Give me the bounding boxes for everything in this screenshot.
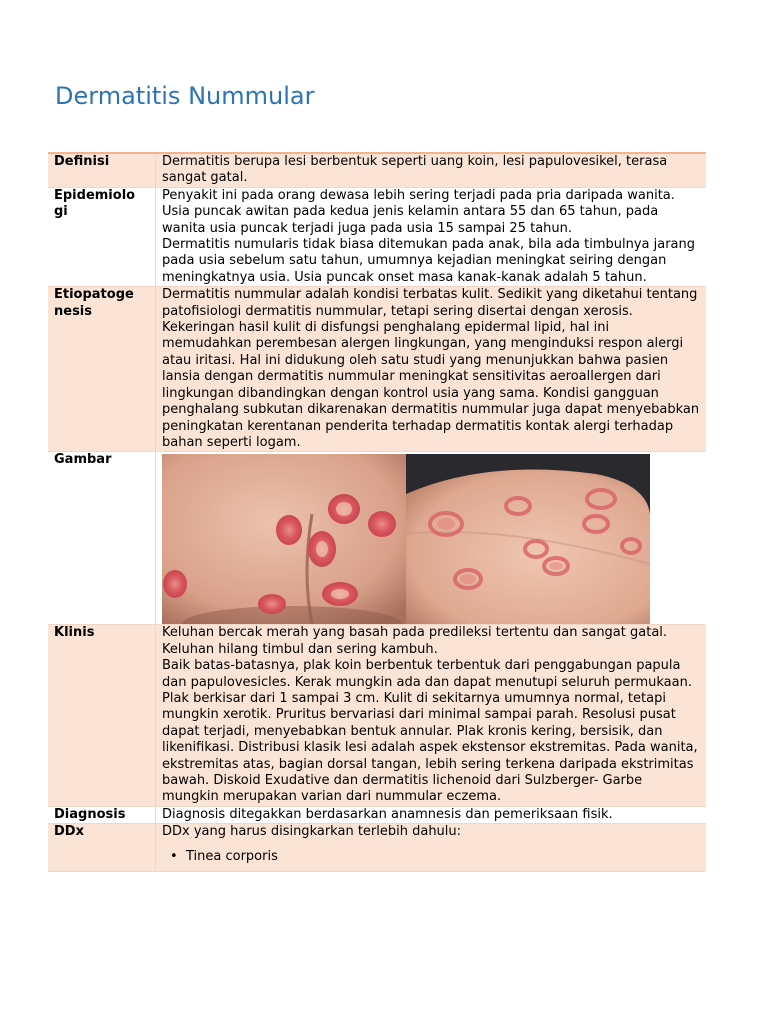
row-diagnosis <box>48 806 706 823</box>
ddx-list <box>162 849 700 865</box>
list-item <box>170 849 700 865</box>
lesion-photo-back <box>162 454 406 624</box>
row-ddx <box>48 824 706 872</box>
row-label: Klinis <box>48 625 156 806</box>
row-label: Etiopatoge nesis <box>48 287 156 452</box>
row-definisi <box>48 153 706 187</box>
row-gambar <box>48 452 706 625</box>
info-table <box>48 152 706 872</box>
row-content <box>156 824 707 872</box>
row-content <box>156 625 707 806</box>
lesion-photo-arm <box>406 454 650 624</box>
row-klinis <box>48 625 706 806</box>
etiopatogenesis-text: Dermatitis nummular adalah kondisi terbatas kulit. Sedikit yang diketahui tentang patofisiologi dermatitis nummular, tetapi sering disertai dengan xerosis. Kekeringan hasil kulit di disfungsi penghalang epidermal lipid, hal ini memudahkan perembesan alergen lingkungan, yang menginduksi respon alergi atau iritasi. Hal ini didukung oleh satu studi yang menunjukkan bahwa pasien lansia dengan dermatitis nummular meningkat sensitivitas aeroallergen dari lingkungan dibandingkan dengan kontrol usia yang sama. Kondisi gangguan penghalang subkutan dikarenakan dermatitis nummular juga dapat menyebabkan peningkatan kerentanan penderita terhadap dermatitis kontak alergi terhadap bahan seperti logam. <box>162 287 700 450</box>
row-content <box>156 287 707 452</box>
diagnosis-text: Diagnosis ditegakkan berdasarkan anamnesis dan pemeriksaan fisik. <box>162 806 613 822</box>
row-etiopatogenesis <box>48 287 706 452</box>
clinical-photos <box>162 452 700 624</box>
ddx-item: Tinea corporis <box>186 848 278 864</box>
row-content <box>156 153 707 187</box>
row-label: DDx <box>48 824 156 872</box>
epidemiologi-paragraph-1: Penyakit ini pada orang dewasa lebih sering terjadi pada pria daripada wanita. Usia puncak awitan pada kedua jenis kelamin antara 55 dan 65 tahun, pada wanita usia puncak terjadi juga pada usia 15 sampai 25 tahun. <box>162 187 675 236</box>
epidemiologi-paragraph-2: Dermatitis numularis tidak biasa ditemukan pada anak, bila ada timbulnya jarang pada usia sebelum satu tahun, umumnya kejadian meningkat seiring dengan meningkatnya usia. Usia puncak onset masa kanak-kanak adalah 5 tahun. <box>162 237 695 285</box>
row-content <box>156 187 707 286</box>
row-content <box>156 806 707 823</box>
ddx-intro: DDx yang harus disingkarkan terlebih dahulu: <box>162 824 462 840</box>
row-label: Gambar <box>48 452 156 625</box>
klinis-paragraph-1: Keluhan bercak merah yang basah pada predileksi tertentu dan sangat gatal. Keluhan hilang timbul dan sering kambuh. <box>162 625 668 657</box>
page-title: Dermatitis Nummular <box>55 82 315 110</box>
row-epidemiologi <box>48 187 706 286</box>
row-label: Epidemiolo gi <box>48 187 156 286</box>
bullet-icon: • <box>170 848 178 864</box>
definisi-text: Dermatitis berupa lesi berbentuk seperti uang koin, lesi papulovesikel, terasa sangat gatal. <box>162 154 668 186</box>
row-label: Diagnosis <box>48 806 156 823</box>
row-label: Definisi <box>48 153 156 187</box>
row-content <box>156 452 707 625</box>
klinis-paragraph-2: Baik batas-batasnya, plak koin berbentuk terbentuk dari penggabungan papula dan papulovesicles. Kerak mungkin ada dan dapat menutupi seluruh permukaan. Plak berkisar dari 1 sampai 3 cm. Kulit di sekitarnya umumnya normal, tetapi mungkin xerotik. Pruritus bervariasi dari minimal sampai parah. Resolusi pusat dapat terjadi, menyebabkan bentuk annular. Plak kronis kering, bersisik, dan likenifikasi. Distribusi klasik lesi adalah aspek ekstensor ekstremitas. Pada wanita, ekstremitas atas, bagian dorsal tangan, lebih sering terkena daripada ekstrimitas bawah. Diskoid Exudative dan dermatitis lichenoid dari Sulzberger- Garbe mungkin merupakan varian dari nummular eczema. <box>162 658 698 805</box>
